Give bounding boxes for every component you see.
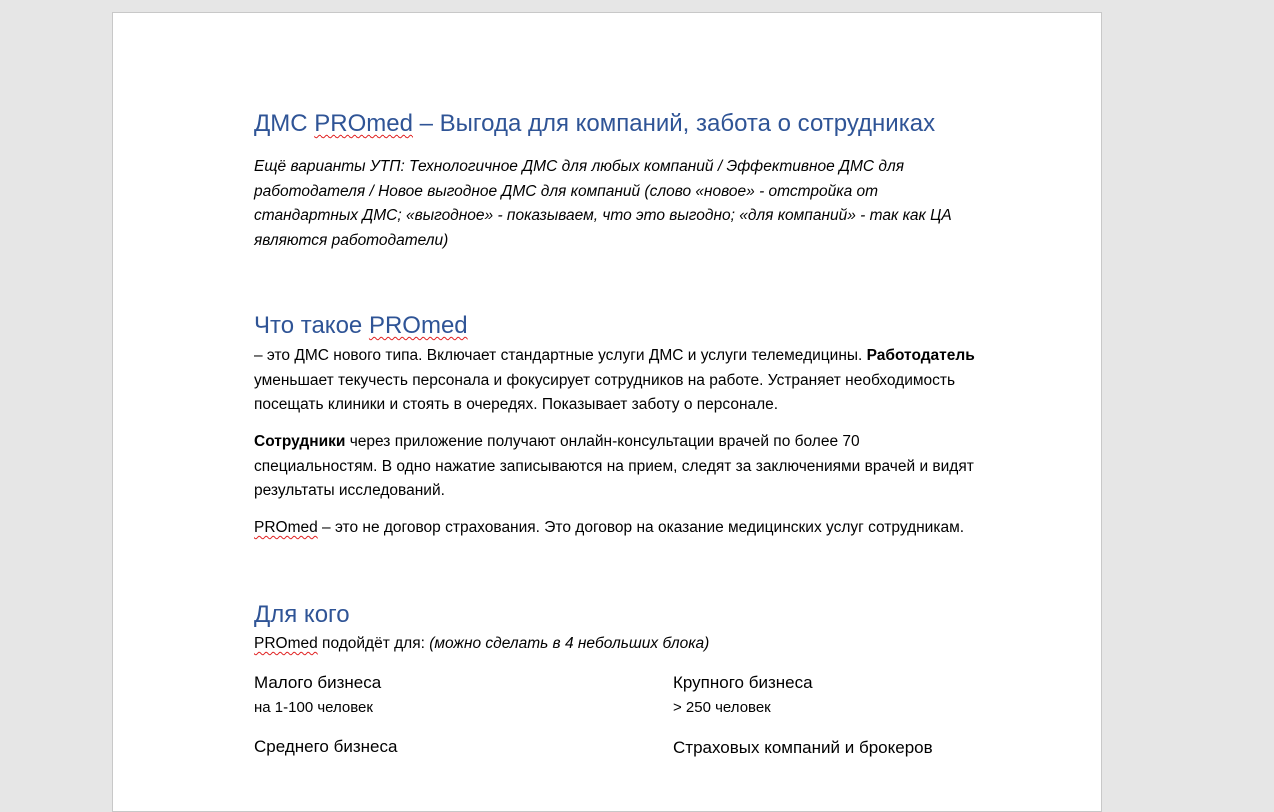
paragraph-line: специальностям. В одно нажатие записываются на прием, следят за заключениями врачей и видят <box>254 457 974 475</box>
utp-line: работодателя / Новое выгодное ДМС для компаний (слово «новое» - отстройка от <box>254 182 879 200</box>
document-title <box>254 110 935 138</box>
block-title: Среднего бизнеса <box>254 737 398 756</box>
block-subtitle: на 1-100 человек <box>254 699 373 716</box>
section-what-heading <box>254 312 468 340</box>
who-intro <box>254 632 1044 657</box>
heading-brand: PROmed <box>368 312 468 339</box>
brand-word: PROmed <box>254 635 318 652</box>
intro-note: (можно сделать в 4 небольших блока) <box>429 635 710 652</box>
title-prefix: ДМС <box>254 110 315 137</box>
block-insurance-companies <box>673 737 933 759</box>
utp-paragraph <box>254 155 1044 253</box>
block-medium-business <box>254 736 397 758</box>
what-paragraph-2 <box>254 430 1044 504</box>
block-small-business <box>254 672 381 718</box>
block-title: Крупного бизнеса <box>673 673 813 692</box>
title-brand: PROmed <box>314 110 413 137</box>
block-large-business <box>673 672 813 718</box>
paragraph-line: уменьшает текучесть персонала и фокусирует сотрудников на работе. Устраняет необходимость <box>254 371 956 389</box>
title-rest: – Выгода для компаний, забота о сотрудниках <box>412 110 936 137</box>
paragraph-line <box>254 344 1044 369</box>
paragraph-line <box>254 516 1044 541</box>
paragraph-text: – это ДМС нового типа. Включает стандартные услуги ДМС и услуги телемедицины. <box>254 347 867 364</box>
bold-term-employees: Сотрудники <box>254 433 346 450</box>
paragraph-line: результаты исследований. <box>254 482 445 500</box>
paragraph-line: посещать клиники и стоять в очередях. Показывает заботу о персонале. <box>254 396 779 414</box>
paragraph-text: через приложение получают онлайн-консультации врачей по более 70 <box>345 433 860 450</box>
paragraph-text: подойдёт для: <box>317 635 430 652</box>
paragraph-line <box>254 430 1044 455</box>
document-page <box>112 12 1102 812</box>
what-paragraph-3 <box>254 516 1044 541</box>
what-paragraph-1 <box>254 344 1044 418</box>
paragraph-line <box>254 632 1044 657</box>
block-subtitle: > 250 человек <box>673 699 771 716</box>
utp-line: стандартных ДМС; «выгодное» - показываем, что это выгодно; «для компаний» - так как ЦА <box>254 207 952 225</box>
brand-word: PROmed <box>254 519 318 536</box>
utp-line: Ещё варианты УТП: Технологичное ДМС для любых компаний / Эффективное ДМС для <box>254 158 904 175</box>
block-title: Страховых компаний и брокеров <box>673 738 933 757</box>
bold-term-employer: Работодатель <box>866 347 975 364</box>
block-title: Малого бизнеса <box>254 673 382 692</box>
paragraph-text: – это не договор страхования. Это договор на оказание медицинских услуг сотрудникам. <box>317 519 965 536</box>
section-who-heading: Для кого <box>254 601 350 628</box>
heading-prefix: Что такое <box>254 312 369 339</box>
utp-line: являются работодатели) <box>254 231 449 249</box>
